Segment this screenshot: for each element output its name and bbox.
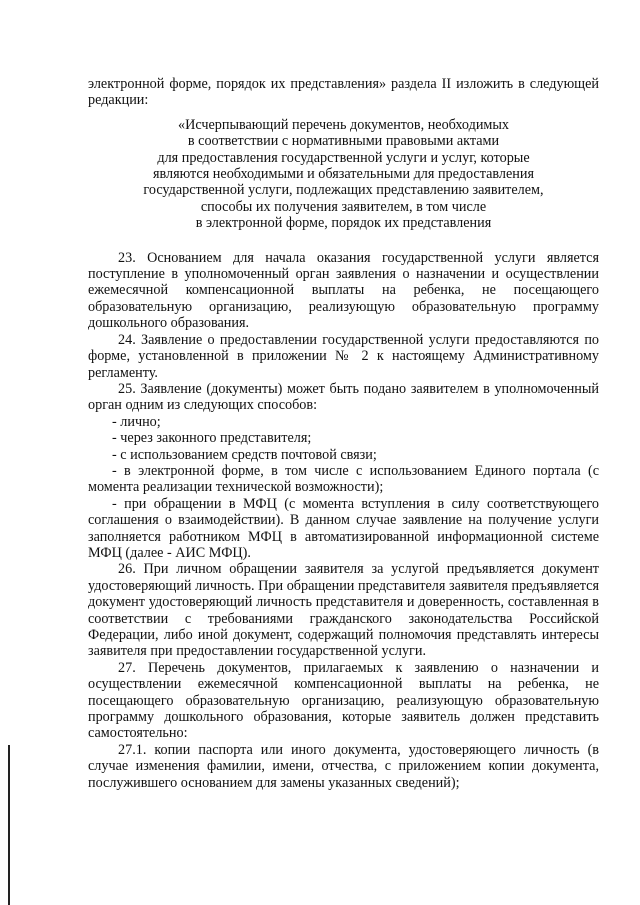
list-item: - с использованием средств почтовой связи;	[112, 446, 377, 463]
heading-line: «Исчерпывающий перечень документов, необходимых	[177, 116, 510, 133]
paragraph-25: 25. Заявление (документы) может быть подано заявителем в уполномоченный орган одним из следующих способов:	[88, 380, 599, 414]
list-item: - при обращении в МФЦ (с момента вступления в силу соответствующего соглашения о взаимодействии). В данном случае заявление на получение услуги заполняется работником МФЦ в автоматизированной информационной системе МФЦ (далее - АИС МФЦ).	[88, 495, 599, 561]
paragraph-23: 23. Основанием для начала оказания государственной услуги является поступление в уполномоченный орган заявления о назначении и осуществлении ежемесячной компенсационной выплаты на ребенка, не посещающего образовательную организацию, реализующую образовательную программу дошкольного образования.	[88, 249, 599, 332]
heading-line: способы их получения заявителем, в том числе	[200, 198, 487, 215]
list-item: - лично;	[112, 413, 161, 430]
list-item: - в электронной форме, в том числе с использованием Единого портала (с момента реализации технической возможности);	[88, 462, 599, 496]
heading-line: государственной услуги, подлежащих представлению заявителем,	[143, 182, 544, 199]
heading-line: в электронной форме, порядок их представления	[195, 215, 492, 232]
paragraph-27-1: 27.1. копии паспорта или иного документа, удостоверяющего личность (в случае изменения фамилии, имени, отчества, с приложением копии документа, послужившего основанием для замены указанных сведений);	[88, 741, 599, 791]
paragraph-26: 26. При личном обращении заявителя за услугой предъявляется документ удостоверяющий личность. При обращении представителя заявителя предъявляется документ удостоверяющий личность представителя и доверенность, составленная в соответствии с требованиями гражданского законодательства Российской Федерации, либо иной документ, содержащий полномочия представлять интересы заявителя при предоставлении государственной услуги.	[88, 561, 599, 660]
list-item: - через законного представителя;	[112, 430, 312, 447]
paragraph-24: 24. Заявление о предоставлении государственной услуги предоставляются по форме, установленной в приложении № 2 к настоящему Административному регламенту.	[88, 331, 599, 381]
heading-line: для предоставления государственной услуги и услуг, которые	[157, 149, 530, 166]
heading-line: в соответствии с нормативными правовыми актами	[187, 133, 500, 150]
section-heading	[88, 117, 599, 232]
heading-line: являются необходимыми и обязательными для предоставления	[153, 166, 534, 183]
document-page	[88, 76, 599, 791]
intro-paragraph: электронной форме, порядок их представления» раздела II изложить в следующей редакции:	[88, 76, 599, 109]
paragraph-27: 27. Перечень документов, прилагаемых к заявлению о назначении и осуществлении ежемесячной компенсационной выплаты на ребенка, не посещающего образовательную организацию, реализующую образовательную программу дошкольного образования, которые заявитель должен представить самостоятельно:	[88, 659, 599, 742]
scan-edge-line	[8, 745, 10, 905]
